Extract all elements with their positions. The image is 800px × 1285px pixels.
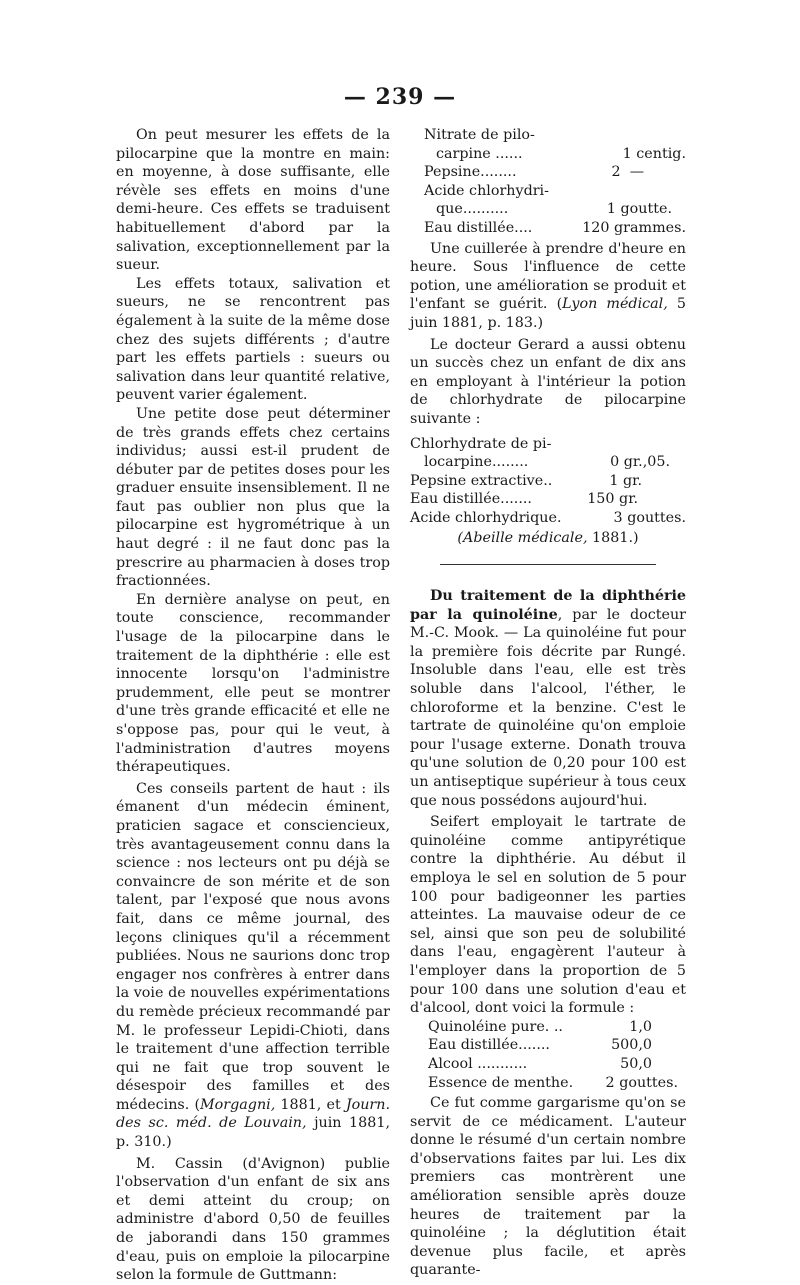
paragraph: On peut mesurer les effets de la pilocarpine que la montre en main: en moyenne, à dose suffisante, elle révèle ses effets en moins d'une demi-heure. Ces effets se traduisent habituellement d'abord par la salivation, exceptionnellement par la sueur. [116, 127, 390, 274]
section-divider [440, 564, 656, 565]
quantity: 2 — [611, 164, 644, 181]
section-title: Du traitement de la diphthérie par la quinoléine [410, 588, 686, 623]
citation-end: 1881.) [587, 530, 639, 547]
quantity: 2 gouttes. [605, 1074, 678, 1091]
recipe-line [424, 145, 686, 164]
recipe-line: Acide chlorhydri- [424, 182, 549, 199]
citation: Morgagni, [200, 1096, 276, 1113]
paragraph: Les effets totaux, salivation et sueurs, ne se rencontrent pas également à la suite de la même dose chez des sujets différents ; d'autre part les effets partiels : sueurs ou salivation dans leur quantité relative, peuvent varier également. [116, 275, 390, 404]
ingredient: Pepsine........ [424, 164, 517, 181]
quantity: 1,0 [629, 1018, 652, 1035]
recipe-formula [410, 435, 686, 528]
citation: Journ. des sc. méd. de Louvain, [116, 1096, 390, 1132]
ingredient: Essence de menthe. [428, 1074, 574, 1091]
quantity: 1 centig. [622, 145, 686, 162]
ingredient: que.......... [436, 201, 509, 218]
left-column [116, 126, 390, 1285]
paragraph [116, 780, 390, 1152]
recipe-line [428, 1074, 678, 1093]
recipe-line [424, 200, 686, 219]
ingredient: Pepsine extractive.. [410, 472, 553, 489]
ingredient: locarpine........ [424, 454, 529, 471]
recipe-line: Chlorhydrate de pi- [410, 435, 552, 452]
paragraph-text: Ces conseils partent de haut : ils émanent d'un médecin éminent, praticien sagace et consciencieux, très avantageusement connu dans la science : nos lecteurs ont pu déjà se convaincre de son mérite et de son talent, par l'exposé que nous avons fait, dans ce même journal, des leçons cliniques qu'il a récemment publiées. Nous ne saurions donc trop engager nos confrères à entrer dans la voie de nouvelles expérimentations du remède précieux recommandé par M. le professeur Lepidi-Chioti, dans le traitement d'une affection terrible qui ne fait que trop souvent le désespoir des familles et des médecins. ( [116, 780, 390, 1113]
ingredient: Eau distillée....... [428, 1037, 550, 1054]
paragraph-text: 1881, et [275, 1096, 346, 1113]
paragraph [410, 587, 686, 810]
paragraph-text: 5 juin 1881, p. 183.) [410, 296, 686, 331]
paragraph: Le docteur Gerard a aussi obtenu un succès chez un enfant de dix ans en employant à l'intérieur la potion de chlorhydrate de pilocarpine suivante : [410, 336, 686, 427]
recipe-formula [410, 126, 686, 238]
recipe-line [410, 472, 686, 491]
recipe-line [428, 1036, 678, 1055]
quantity: 500,0 [611, 1037, 652, 1054]
paragraph [410, 240, 686, 333]
paragraph: En dernière analyse on peut, en toute conscience, recommander l'usage de la pilocarpine dans le traitement de la diphthérie : elle est innocente lorsqu'on l'administre prudemment, elle peut se montrer d'une très grande efficacité et elle ne s'oppose pas, pour qui le veut, à l'administration d'autres moyens thérapeutiques. [116, 591, 390, 776]
recipe-line [428, 1018, 678, 1037]
citation-bracket: ( [457, 530, 463, 547]
recipe-line [424, 219, 686, 238]
quantity: 150 gr. [587, 491, 638, 508]
recipe-line [410, 509, 686, 528]
ingredient: Eau distillée....... [410, 491, 532, 508]
citation: Lyon médical, [562, 296, 668, 313]
recipe-line [428, 1055, 678, 1074]
paragraph: Une petite dose peut déterminer de très grands effets chez certains individus; aussi est-il prudent de débuter par de petites doses pour les graduer ensuite insensiblement. Il ne faut pas oublier non plus que la pilocarpine est hygrométrique à un haut degré : il ne faut donc pas la prescrire au pharmacien à doses trop fractionnées. [116, 405, 390, 590]
right-column [410, 126, 686, 1280]
ingredient: Quinoléine pure. .. [428, 1018, 563, 1035]
quantity: 1 gr. [609, 472, 642, 489]
quantity: 1 goutte. [606, 201, 672, 218]
recipe-line: Nitrate de pilo- [424, 127, 535, 143]
ingredient: Alcool ........... [428, 1055, 528, 1072]
paragraph: Ce fut comme gargarisme qu'on se servit de ce médicament. L'auteur donne le résumé d'un certain nombre d'observations faites par lui. Les dix premiers cas montrèrent une amélioration sensible après douze heures de traitement par la quinoléine ; la déglutition était devenue plus facile, et après quarante- [410, 1095, 686, 1279]
quantity: 3 gouttes. [613, 509, 686, 526]
citation: Abeille médicale, [463, 530, 588, 547]
ingredient: Acide chlorhydrique. [410, 509, 562, 526]
page-number: — 239 — [343, 84, 457, 110]
paragraph-text: juin 1881, p. 310.) [116, 1115, 390, 1151]
paragraph-text: Une cuillerée à prendre d'heure en heure. Sous l'influence de cette potion, une amélioration se produit et l'enfant se guérit. ( [410, 240, 686, 313]
quantity: 50,0 [620, 1055, 652, 1072]
paragraph-text: , par le docteur M.-C. Mook. — La quinoléine fut pour la première fois décrite par Rungé. Insoluble dans l'eau, elle est très soluble dans l'alcool, l'éther, le chloroforme et la benzine. C'est le tartrate de quinoléine qu'on emploie pour l'usage externe. Donath trouva qu'une solution de 0,20 pour 100 est un antiseptique supérieur à tous ceux que nous possédons aujourd'hui. [410, 606, 686, 809]
paragraph: Seifert employait le tartrate de quinoléine comme antipyrétique contre la diphthérie. Au début il employa le sel en solution de 5 pour 100 pour badigeonner les parties atteintes. La mauvaise odeur de ce sel, ainsi que son peu de solubilité dans l'eau, engagèrent l'auteur à l'employer dans la proportion de 5 pour 100 dans une solution d'eau et d'alcool, dont voici la formule : [410, 814, 686, 1017]
recipe-line [424, 163, 686, 182]
paragraph: M. Cassin (d'Avignon) publie l'observation d'un enfant de six ans et demi atteint du croup; on administre d'abord 0,50 de feuilles de jaborandi dans 150 grammes d'eau, puis on emploie la pilocarpine selon la formule de Guttmann: [116, 1155, 390, 1284]
source-citation [410, 529, 686, 548]
recipe-formula [410, 1018, 686, 1092]
recipe-line [410, 453, 686, 472]
quantity: 120 grammes. [582, 219, 686, 236]
ingredient: Eau distillée.... [424, 219, 533, 236]
ingredient: carpine ...... [436, 145, 523, 162]
recipe-line [410, 490, 686, 509]
quantity: 0 gr.,05. [610, 454, 670, 471]
